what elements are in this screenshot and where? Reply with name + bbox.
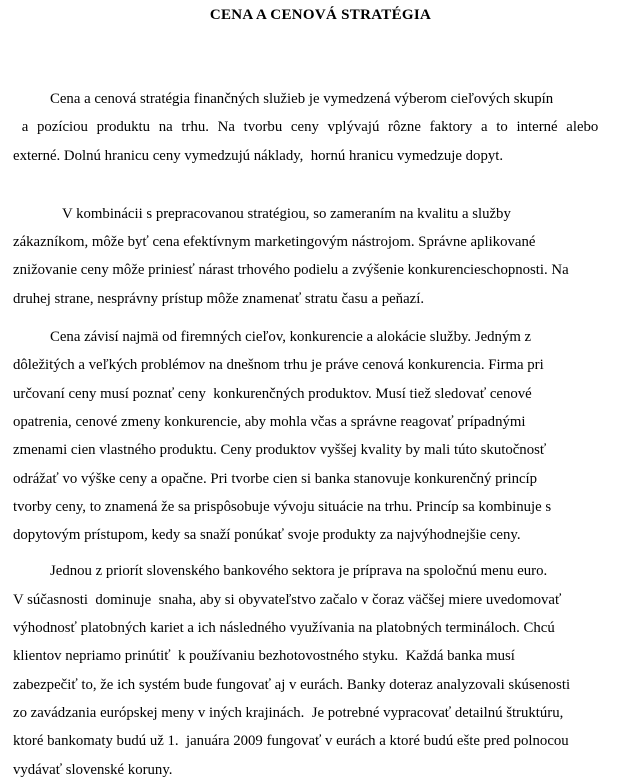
- paragraph-4: [13, 557, 628, 783]
- text-line: Jednou z priorít slovenského bankového sektora je príprava na spoločnú menu euro.: [50, 563, 548, 580]
- paragraph-2: [13, 200, 628, 313]
- text-line: externé. Dolnú hranicu ceny vymedzujú náklady, hornú hranicu vymedzuje dopyt.: [13, 147, 504, 164]
- text-line: V súčasnosti dominuje snaha, aby si obyvateľstvo začalo v čoraz väčšej miere uvedomovať: [13, 591, 562, 608]
- text-line: znižovanie ceny môže priniesť nárast trhového podielu a zvýšenie konkurencieschopnosti. Na: [13, 262, 569, 279]
- text-line: dopytovým prístupom, kedy sa snaží ponúkať svoje produkty za najvýhodnejšie ceny.: [13, 527, 521, 544]
- text-line: zo zavádzania európskej meny v iných krajinách. Je potrebné vypracovať detailnú štruktúru,: [13, 704, 564, 721]
- text-line: vydávať slovenské koruny.: [13, 761, 173, 778]
- text-line: určovaní ceny musí poznať ceny konkurenčných produktov. Musí tiež sledovať cenové: [13, 385, 532, 402]
- text-line: klientov nepriamo prinútiť k používaniu bezhotovostného styku. Každá banka musí: [13, 648, 515, 665]
- text-line: výhodnosť platobných kariet a ich následného využívania na platobných termináloch. Chcú: [13, 620, 555, 637]
- text-line: druhej strane, nesprávny prístup môže znamenať stratu času a peňazí.: [13, 290, 425, 307]
- paragraph-3: [13, 323, 628, 549]
- text-line: opatrenia, cenové zmeny konkurencie, aby mohla včas a správne reagovať prípadnými: [13, 413, 526, 430]
- text-line: ktoré bankomaty budú už 1. januára 2009 fungovať v eurách a ktoré budú ešte pred polnocou: [13, 733, 569, 750]
- text-line: V kombinácii s prepracovanou stratégiou, so zameraním na kvalitu a služby: [62, 205, 511, 222]
- paragraph-1: [13, 85, 628, 170]
- text-line: zákazníkom, môže byť cena efektívnym marketingovým nástrojom. Správne aplikované: [13, 234, 536, 251]
- text-line: Cena závisí najmä od firemných cieľov, konkurencie a alokácie služby. Jedným z: [50, 329, 532, 346]
- text-line: zabezpečiť to, že ich systém bude fungovať aj v eurách. Banky doteraz analyzovali skúsenosti: [13, 676, 571, 693]
- text-line: tvorby ceny, to znamená že sa prispôsobuje vývoju situácie na trhu. Princíp sa kombinuje s: [13, 498, 552, 515]
- text-line: odrážať vo výške ceny a opačne. Pri tvorbe cien si banka stanovuje konkurenčný princíp: [13, 470, 538, 487]
- document-title: CENA A CENOVÁ STRATÉGIA: [209, 7, 432, 23]
- text-line: a pozíciou produktu na trhu. Na tvorbu ceny vplývajú rôzne faktory a to interné alebo: [13, 119, 599, 136]
- text-line: dôležitých a veľkých problémov na dnešnom trhu je práve cenová konkurencia. Firma pri: [13, 357, 544, 374]
- text-line: zmenami cien vlastného produktu. Ceny produktov vyššej kvality by mali túto skutočnosť: [13, 442, 547, 459]
- text-line: Cena a cenová stratégia finančných služieb je vymedzená výberom cieľových skupín: [50, 91, 554, 107]
